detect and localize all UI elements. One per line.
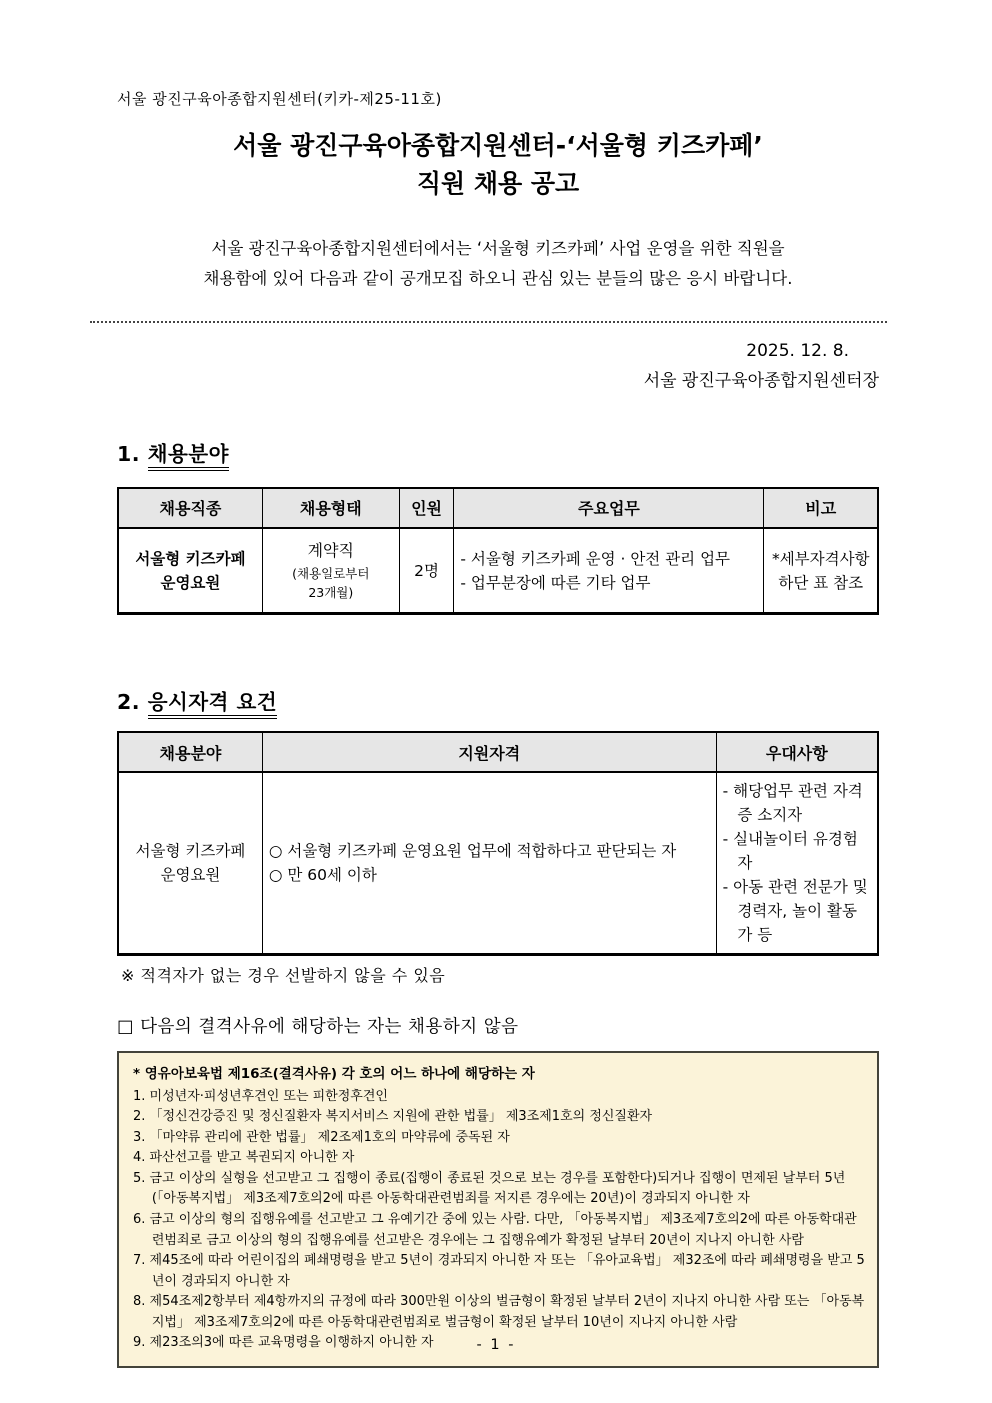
disqualification-item-4: 4. 파산선고를 받고 복권되지 아니한 자 [133,1150,355,1166]
section-2-title: 응시자격 요건 [148,690,277,719]
intro-paragraph [117,234,879,293]
disqualification-item-6: 6. 금고 이상의 형의 집행유예를 선고받고 그 유예기간 중에 있는 사람. 다만, 「아동복지법」 제3조제7호의2에 따른 아동학대관련범죄로 금고 이상의 형의 집행유예를 선고받은 경우에는 그 집행유예가 확정된 날부터 20년이 지나지 아니한 사람 [133,1212,857,1248]
section-2-heading [117,685,879,715]
dotted-divider [90,321,887,323]
column-header-preferences: 우대사항 [716,732,878,772]
signature-block [117,337,879,397]
column-header-main-duties: 주요업무 [454,488,764,528]
intro-line-1: 서울 광진구육아종합지원센터에서는 ‘서울형 키즈카페’ 사업 운영을 위한 직원을 [211,239,785,258]
section-1-heading [117,437,879,467]
job-type-line-1: 서울형 키즈카페 [135,549,246,568]
remarks-line-1: *세부자격사항 [771,549,870,568]
column-header-remarks: 비고 [764,488,878,528]
section-1-number: 1. [117,441,141,466]
field-line-2: 운영요원 [160,866,221,885]
qualification-item-2: ○ 만 60세 이하 [268,866,377,885]
disqualification-intro: □ 다음의 결격사유에 해당하는 자는 채용하지 않음 [117,1017,519,1038]
intro-line-2: 채용함에 있어 다음과 같이 공개모집 하오니 관심 있는 분들의 많은 응시 바랍니다. [203,268,793,288]
column-header-field: 채용분야 [118,732,262,772]
selection-note: ※ 적격자가 없는 경우 선발하지 않을 수 있음 [121,966,446,986]
column-header-qualifications: 지원자격 [262,732,716,772]
table-header-row [118,488,878,528]
qualification-item-1: ○ 서울형 키즈카페 운영요원 업무에 적합하다고 판단되는 자 [268,842,677,861]
document-reference-number: 서울 광진구육아종합지원센터(키카-제25-11호) [117,90,442,108]
document-signer: 서울 광진구육아종합지원센터장 [643,371,879,392]
disqualification-item-7: 7. 제45조에 따라 어린이집의 폐쇄명령을 받고 5년이 경과되지 아니한 자 또는 「유아교육법」 제32조에 따라 폐쇄명령을 받고 5년이 경과되지 아니한 자 [133,1253,865,1289]
column-header-headcount: 인원 [399,488,454,528]
disqualification-item-5: 5. 금고 이상의 실형을 선고받고 그 집행이 종료(집행이 종료된 것으로 보는 경우를 포함한다)되거나 집행이 면제된 날부터 5년(「아동복지법」 제3조제7호의2에 따른 아동학대관련범죄를 저지른 경우에는 20년)이 경과되지 아니한 자 [133,1170,846,1207]
cell-employment-type [262,528,399,614]
employment-type-main: 계약직 [307,541,354,561]
title-line-2: 직원 채용 공고 [416,168,580,198]
page-number: - 1 - [476,1337,516,1353]
cell-headcount: 2명 [399,528,454,614]
remarks-line-2: 하단 표 참조 [778,573,864,592]
document-date: 2025. 12. 8. [746,341,849,362]
section-1-title: 채용분야 [148,442,229,471]
employment-type-sub-line-2: 23개월) [308,585,354,601]
disqualification-item-1: 1. 미성년자·피성년후견인 또는 피한정후견인 [133,1088,388,1104]
disqualification-notice-box [117,1051,879,1367]
column-header-job-type: 채용직종 [118,488,262,528]
table-header-row [118,732,878,772]
job-type-line-2: 운영요원 [160,573,221,592]
disqualification-item-2: 2. 「정신건강증진 및 정신질환자 복지서비스 지원에 관한 법률」 제3조제1호의 정신질환자 [133,1109,653,1125]
disqualification-item-3: 3. 「마약류 관리에 관한 법률」 제2조제1호의 마약류에 중독된 자 [133,1129,510,1145]
cell-job-type [118,528,262,614]
section-2-number: 2. [117,690,141,715]
preference-item-2: - 실내놀이터 유경험자 [722,830,858,873]
disqualification-item-9: 9. 제23조의3에 따른 교육명령을 이행하지 아니한 자 [133,1335,434,1351]
cell-main-duties [454,528,764,614]
field-line-1: 서울형 키즈카페 [135,842,246,861]
cell-remarks [764,528,878,614]
preference-item-3: - 아동 관련 전문가 및 경력자, 놀이 활동가 등 [722,878,868,945]
disqualification-item-8: 8. 제54조제2항부터 제4항까지의 규정에 따라 300만원 이상의 벌금형이 확정된 날부터 2년이 지나지 아니한 사람 또는 「아동복지법」 제3조제7호의2에 따른 아동학대관련범죄로 벌금형이 확정된 날부터 10년이 지나지 아니한 사람 [133,1294,865,1330]
duty-item-1: - 서울형 키즈카페 운영 · 안전 관리 업무 [460,549,731,568]
recruitment-field-table [117,487,879,616]
table-row [118,528,878,614]
table-row [118,772,878,955]
qualification-table [117,731,879,956]
cell-field [118,772,262,955]
title-line-1: 서울 광진구육아종합지원센터-‘서울형 키즈카페’ [233,131,763,160]
column-header-employment-type: 채용형태 [262,488,399,528]
duty-item-2: - 업무분장에 따른 기타 업무 [460,573,651,592]
cell-preferences [716,772,878,955]
notice-box-title: * 영유아보육법 제16조(결격사유) 각 호의 어느 하나에 해당하는 자 [133,1066,535,1083]
document-title [117,127,879,202]
employment-type-sub-line-1: (채용일로부터 [292,566,370,582]
preference-item-1: - 해당업무 관련 자격증 소지자 [722,782,863,825]
cell-qualifications [262,772,716,955]
